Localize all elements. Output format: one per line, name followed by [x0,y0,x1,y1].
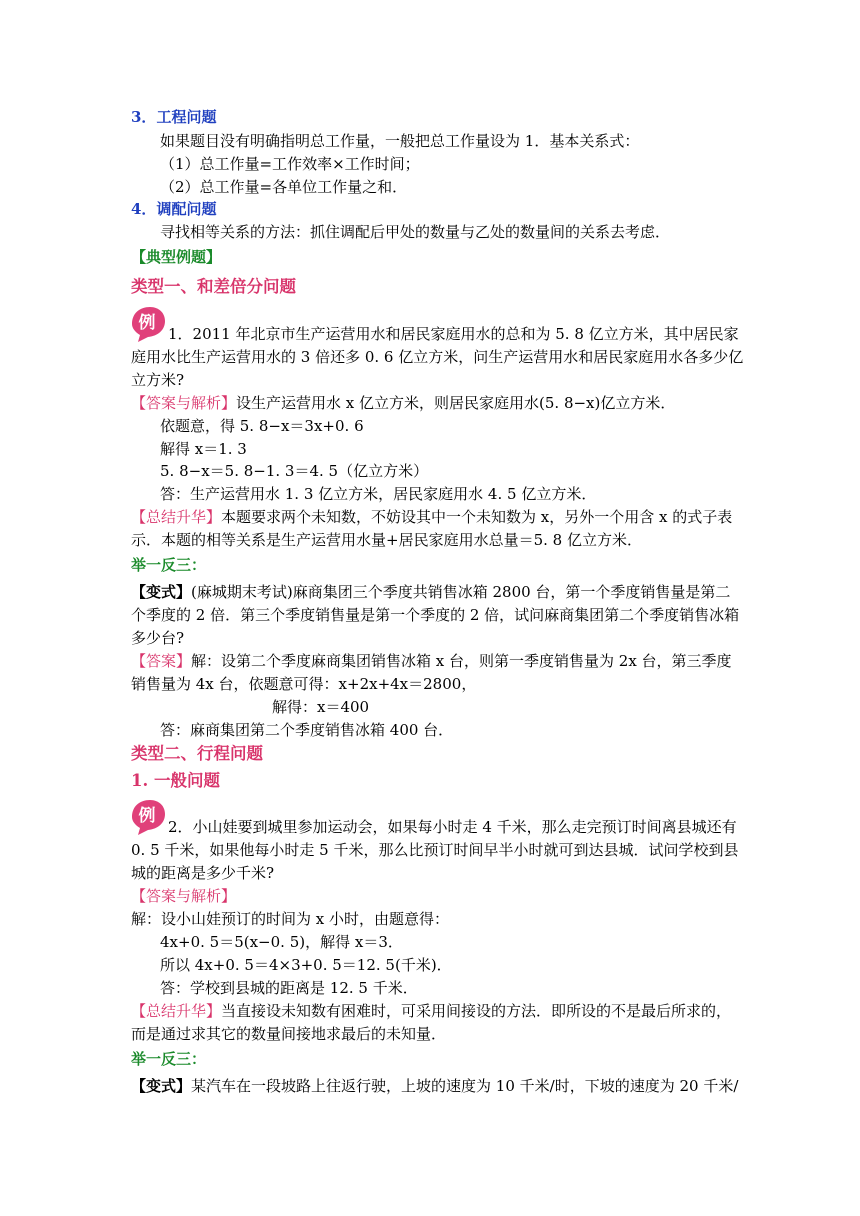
var1-answer-text: 解：设第二个季度麻商集团销售冰箱 x 台，则第一季度销售量为 2x 台，第三季度 [191,652,732,670]
s3-line2: （1）总工作量=工作效率×工作时间； [160,155,420,173]
ex1-answer-text: 设生产运营用水 x 亿立方米，则居民家庭用水(5. 8−x)亿立方米． [236,394,676,412]
ex1-answer-line1 [131,392,675,414]
ex1-answer-line3: 解得 x＝1. 3 [160,440,247,458]
ex1-line1: 1．2011 年北京市生产运营用水和居民家庭用水的总和为 5. 8 亿立方米，其中居民家 [168,325,739,343]
var2-line1 [131,1075,738,1097]
var1-answer-line1 [131,650,732,672]
ex1-answer-line2: 依题意，得 5. 8−x＝3x+0. 6 [160,417,364,435]
practice-heading: 举一反三： [131,1050,207,1068]
var1-answer-line2: 销售量为 4x 台，依题意可得：x+2x+4x＝2800， [131,675,477,693]
ex2-summary-line1 [131,1000,731,1022]
answer-tag: 【答案】 [131,652,192,670]
variant-tag: 【变式】 [131,583,192,601]
var1-text: (麻城期末考试)麻商集团三个季度共销售冰箱 2800 台，第一个季度销售量是第二 [191,583,731,601]
type2-heading: 类型二、行程问题 [131,744,263,763]
var2-text: 某汽车在一段坡路上往返行驶，上坡的速度为 10 千米/时，下坡的速度为 20 千米/ [191,1077,739,1095]
svg-text:例: 例 [138,313,156,333]
ex2-line1: 2．小山娃要到城里参加运动会，如果每小时走 4 千米，那么走完预订时间离县城还有 [168,818,737,836]
s3-line1: 如果题目没有明确指明总工作量，一般把总工作量设为 1．基本关系式： [160,132,640,150]
ex2-answer-line4: 答：学校到县城的距离是 12. 5 千米． [160,979,418,997]
ex1-answer-line4: 5. 8−x＝5. 8−1. 3＝4. 5（亿立方米） [160,462,429,480]
summary-tag: 【总结升华】 [131,1002,222,1020]
ex1-answer-line5: 答：生产运营用水 1. 3 亿立方米，居民家庭用水 4. 5 亿立方米． [160,485,597,503]
variant-tag: 【变式】 [131,1077,192,1095]
ex2-answer-tag: 【答案与解析】 [131,887,237,905]
ex2-summary-line2: 而是通过求其它的数量间接地求最后的未知量． [131,1025,447,1043]
answer-analysis-tag: 【答案与解析】 [131,394,237,412]
type1-heading: 类型一、和差倍分问题 [131,277,296,296]
section-3-title: 工程问题 [156,108,217,126]
section-3-number: 3． [131,108,157,126]
ex2-answer-line3: 所以 4x+0. 5＝4×3+0. 5＝12. 5(千米)． [160,956,452,974]
ex2-line2: 0. 5 千米，如果他每小时走 5 千米，那么比预订时间早半小时就可到达县城．试问学校到县 [131,841,739,859]
ex1-line3: 立方米? [131,371,185,389]
var1-line1 [131,581,730,603]
var1-line2: 个季度的 2 倍．第三个季度销售量是第一个季度的 2 倍，试问麻商集团第二个季度销售冰箱 [131,606,740,624]
ex2-answer-line2: 4x+0. 5＝5(x−0. 5)，解得 x＝3． [160,933,403,951]
ex2-line3: 城的距离是多少千米? [131,864,275,882]
var1-answer-line3: 解得：x＝400 [272,698,370,716]
example-badge-icon [128,304,168,344]
var1-answer-line4: 答：麻商集团第二个季度销售冰箱 400 台． [160,721,454,739]
ex1-summary-line2: 示．本题的相等关系是生产运营用水量+居民家庭用水总量＝5. 8 亿立方米． [131,531,642,549]
section-4-number: 4． [131,200,157,218]
subsection-1-heading: 1. 一般问题 [131,771,220,790]
var1-line3: 多少台? [131,629,185,647]
section-3-heading [131,106,216,128]
ex1-summary-line1 [131,506,732,528]
s4-line1: 寻找相等关系的方法：抓住调配后甲处的数量与乙处的数量间的关系去考虑． [160,223,671,241]
practice-heading: 举一反三： [131,556,207,574]
section-4-title: 调配问题 [156,200,217,218]
ex1-line2: 庭用水比生产运营用水的 3 倍还多 0. 6 亿立方米，问生产运营用水和居民家庭用水各多少亿 [131,348,744,366]
typical-examples-heading: 【典型例题】 [131,248,222,266]
ex2-summary-text: 当直接设未知数有困难时，可采用间接设的方法．即所设的不是最后所求的， [221,1002,732,1020]
section-4-heading [131,198,216,220]
summary-tag: 【总结升华】 [131,508,222,526]
ex1-summary-text: 本题要求两个未知数，不妨设其中一个未知数为 x，另外一个用含 x 的式子表 [221,508,733,526]
ex2-answer-line1: 解：设小山娃预订的时间为 x 小时，由题意得： [131,910,449,928]
svg-text:例: 例 [138,806,156,826]
s3-line3: （2）总工作量=各单位工作量之和． [160,178,408,196]
example-badge-icon [128,797,168,837]
